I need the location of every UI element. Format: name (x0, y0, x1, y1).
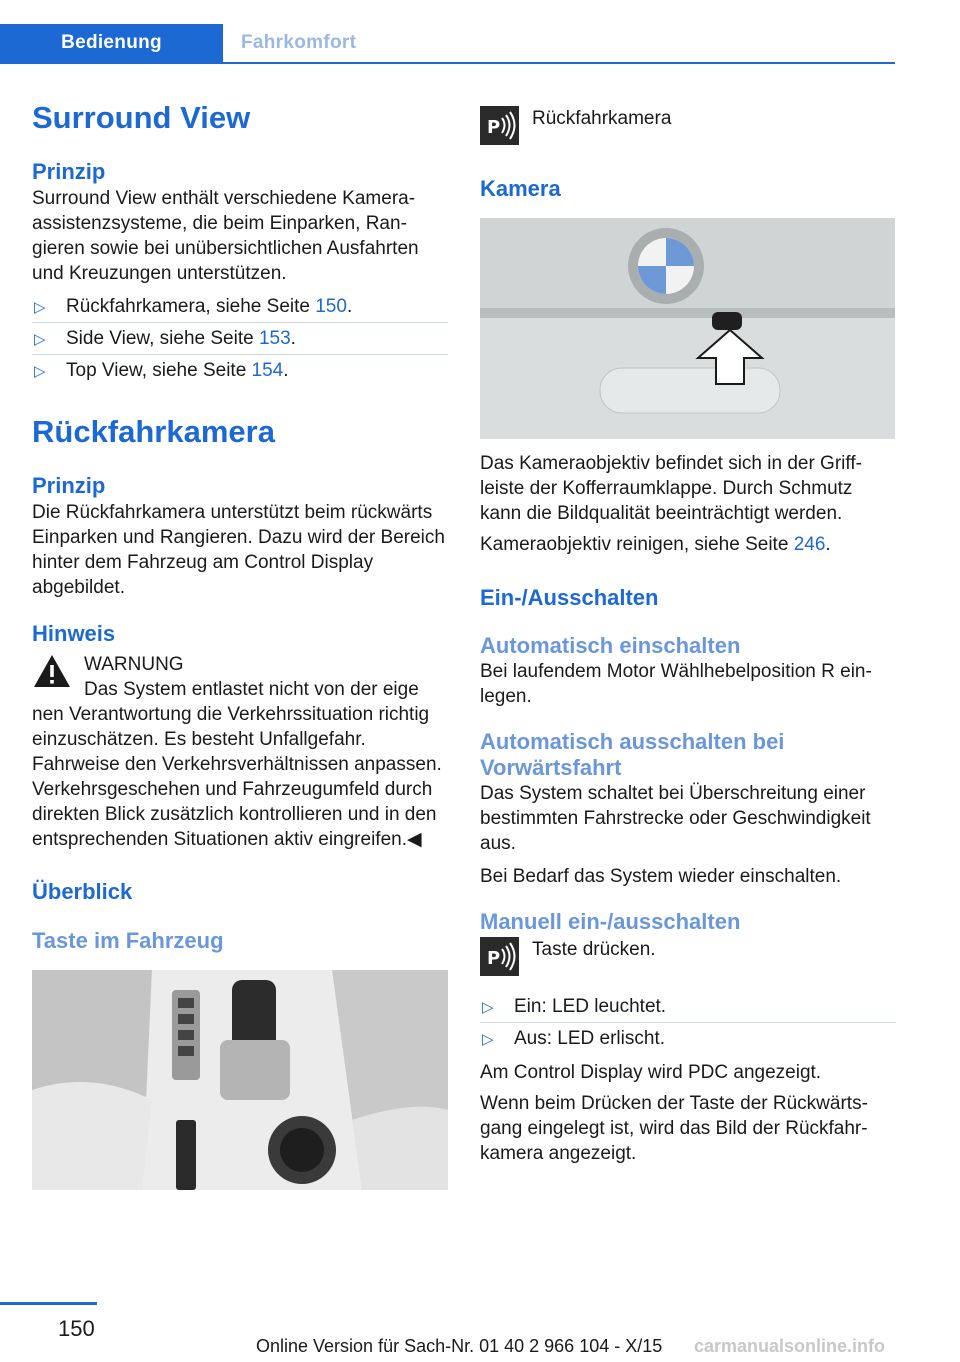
paragraph-reinigen: Kameraobjektiv reinigen, siehe Seite 246. (480, 534, 831, 555)
title-surround-view: Surround View (32, 100, 251, 135)
heading-automatisch-einschalten: Automatisch einschalten (480, 633, 741, 658)
warning-block (32, 652, 448, 852)
camera-photo (480, 218, 895, 439)
triangle-bullet-icon: ▷ (34, 363, 46, 380)
triangle-bullet-icon: ▷ (482, 1031, 494, 1048)
feature-list (32, 291, 448, 386)
list-item: ▷ Side View, siehe Seite 153. (32, 323, 448, 355)
online-version-note: Online Version für Sach-Nr. 01 40 2 966 104 - X/15 (256, 1336, 663, 1356)
heading-automatisch-ausschalten: Automatisch ausschalten bei Vorwärtsfahrt (480, 729, 785, 780)
chapter-tabs (0, 24, 895, 64)
paragraph-rueckfahrkamera: Die Rückfahrkamera unterstützt beim rückwärts Einparken und Rangieren. Dazu wird der Bereich hinter dem Fahrzeug am Control Display abgebildet. (32, 502, 445, 598)
title-rueckfahrkamera: Rückfahrkamera (32, 414, 275, 449)
heading-kamera: Kamera (480, 176, 561, 201)
triangle-bullet-icon: ▷ (34, 299, 46, 316)
footer-rule (0, 1302, 97, 1305)
paragraph-surround: Surround View enthält verschiedene Kameraassistenzsysteme, die beim Einparken, Rangieren sowie bei unübersichtlichen Ausfahrten und Kreuzungen unterstützen. (32, 188, 419, 284)
paragraph-taste: Taste drücken. (532, 939, 656, 960)
page-link[interactable]: 150 (315, 296, 347, 317)
left-column (32, 98, 448, 1190)
pdc-icon-row (480, 937, 896, 981)
paragraph-pdc: Am Control Display wird PDC angezeigt. (480, 1062, 822, 1083)
console-photo (32, 970, 448, 1190)
list-item: ▷ Ein: LED leuchtet. (480, 991, 896, 1023)
warning-label: WARNUNG (84, 654, 184, 675)
heading-hinweis: Hinweis (32, 621, 116, 646)
warning-text-first: Das System entlastet nicht von der eige (84, 679, 419, 700)
right-column (480, 98, 896, 1166)
paragraph-auto-ein: Bei laufendem Motor Wählhebelposition R einlegen. (480, 661, 872, 707)
triangle-bullet-icon: ▷ (482, 999, 494, 1016)
paragraph-bedarf: Bei Bedarf das System wieder einschalten. (480, 866, 842, 887)
page-link[interactable]: 246 (793, 534, 826, 555)
icon-label: Rückfahrkamera (532, 108, 672, 129)
rear-camera-button-icon (480, 937, 519, 976)
heading-ueberblick: Überblick (32, 879, 133, 904)
heading-prinzip: Prinzip (32, 159, 106, 184)
tab-fahrkomfort[interactable]: Fahrkomfort (241, 32, 357, 53)
list-item: ▷ Rückfahrkamera, siehe Seite 150. (32, 291, 448, 323)
list-item: ▷ Aus: LED erlischt. (480, 1023, 896, 1054)
page-link[interactable]: 153 (258, 328, 291, 349)
paragraph-kamera: Das Kameraobjektiv befindet sich in der Griffleiste der Kofferraumklappe. Durch Schmutz kann die Bildqualität beeinträchtigt werden. (480, 453, 862, 524)
heading-prinzip: Prinzip (32, 473, 106, 498)
pdc-icon-row (480, 106, 896, 150)
paragraph-auto-aus: Das System schaltet bei Überschreitung einer bestimmten Fahrstrecke oder Geschwindigkeit aus. (480, 783, 871, 854)
list-item: ▷ Top View, siehe Seite 154. (32, 355, 448, 386)
svg-text:P: P (487, 948, 501, 969)
paragraph-rueckwaerts: Wenn beim Drücken der Taste der Rückwärtsgang eingelegt ist, wird das Bild der Rückfahrkamera angezeigt. (480, 1093, 868, 1164)
warning-text: nen Verantwortung die Verkehrssituation richtig einzuschätzen. Es besteht Unfallgefahr. Fahrweise den Verkehrsverhältnissen anpassen. Verkehrsgeschehen und Fahrzeugumfeld durch direkten Blick zusätzlich kontrollieren und in den entsprechenden Situationen aktiv eingreifen.◀ (32, 704, 442, 850)
led-list (480, 991, 896, 1054)
heading-ein-ausschalten: Ein-/Ausschalten (480, 585, 659, 610)
page-link[interactable]: 154 (251, 360, 284, 381)
page-number: 150 (58, 1316, 95, 1341)
watermark: carmanualsonline.info (694, 1336, 886, 1356)
warning-triangle-icon (32, 652, 72, 690)
svg-text:P: P (487, 117, 501, 138)
rear-camera-button-icon (480, 106, 519, 145)
triangle-bullet-icon: ▷ (34, 331, 46, 348)
heading-manuell: Manuell ein-/ausschalten (480, 909, 741, 934)
tab-bedienung[interactable]: Bedienung (0, 24, 223, 62)
heading-taste-im-fahrzeug: Taste im Fahrzeug (32, 928, 224, 953)
